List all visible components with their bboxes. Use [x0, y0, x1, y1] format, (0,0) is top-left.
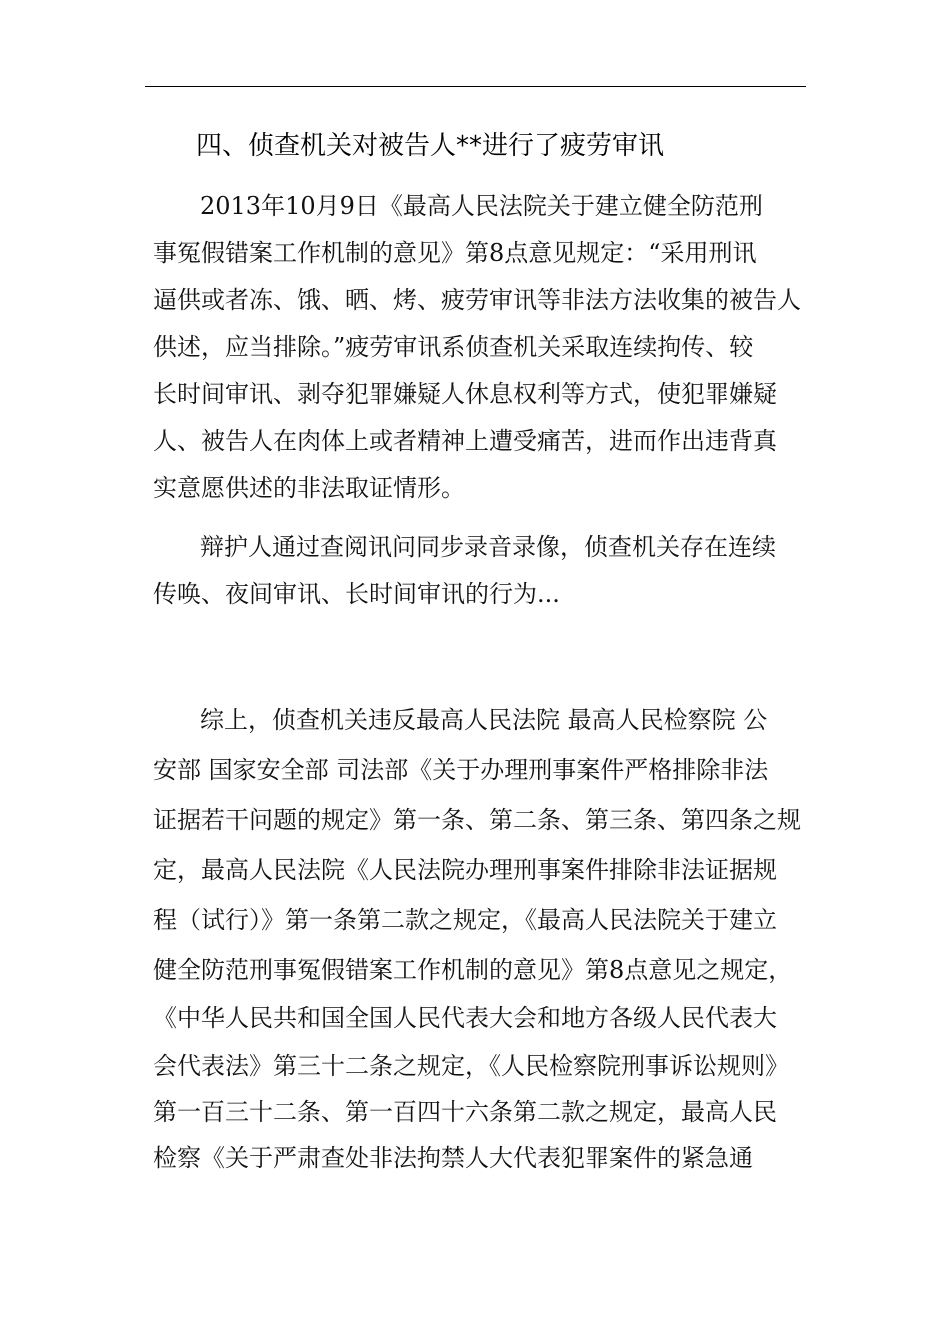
- paragraph-line: 综上，侦查机关违反最高人民法院 最高人民检察院 公: [200, 706, 768, 734]
- paragraph-line: 定，最高人民法院《人民法院办理刑事案件排除非法证据规: [153, 856, 777, 884]
- paragraph-line: 辩护人通过查阅讯问同步录音录像，侦查机关存在连续: [200, 533, 776, 561]
- paragraph-line: 传唤、夜间审讯、长时间审讯的行为...: [153, 580, 560, 608]
- paragraph-line: 实意愿供述的非法取证情形。: [153, 474, 465, 502]
- paragraph-line: 健全防范刑事冤假错案工作机制的意见》第8点意见之规定，: [153, 956, 793, 984]
- paragraph-line: 第一百三十二条、第一百四十六条第二款之规定，最高人民: [153, 1098, 777, 1126]
- paragraph-line: 证据若干问题的规定》第一条、第二条、第三条、第四条之规: [153, 806, 801, 834]
- paragraph-line: 程（试行）》第一条第二款之规定，《最高人民法院关于建立: [153, 906, 777, 934]
- paragraph-line: 逼供或者冻、饿、晒、烤、疲劳审讯等非法方法收集的被告人: [153, 286, 801, 314]
- paragraph-line: 事冤假错案工作机制的意见》第8点意见规定：“采用刑讯: [153, 239, 757, 267]
- paragraph-line: 人、被告人在肉体上或者精神上遭受痛苦，进而作出违背真: [153, 427, 777, 455]
- paragraph-line: 长时间审讯、剥夺犯罪嫌疑人休息权利等方式，使犯罪嫌疑: [153, 380, 777, 408]
- paragraph-line: 《中华人民共和国全国人民代表大会和地方各级人民代表大: [153, 1004, 777, 1032]
- paragraph-line: 2013年10月9日《最高人民法院关于建立健全防范刑: [200, 192, 763, 220]
- paragraph-line: 检察《关于严肃查处非法拘禁人大代表犯罪案件的紧急通: [153, 1144, 753, 1172]
- paragraph-line: 安部 国家安全部 司法部《关于办理刑事案件严格排除非法: [153, 756, 769, 784]
- section-heading: 四、侦查机关对被告人**进行了疲劳审讯: [196, 131, 665, 161]
- paragraph-line: 会代表法》第三十二条之规定，《人民检察院刑事诉讼规则》: [153, 1052, 789, 1080]
- header-rule: [145, 86, 806, 87]
- paragraph-line: 供述，应当排除。”疲劳审讯系侦查机关采取连续拘传、较: [153, 333, 754, 361]
